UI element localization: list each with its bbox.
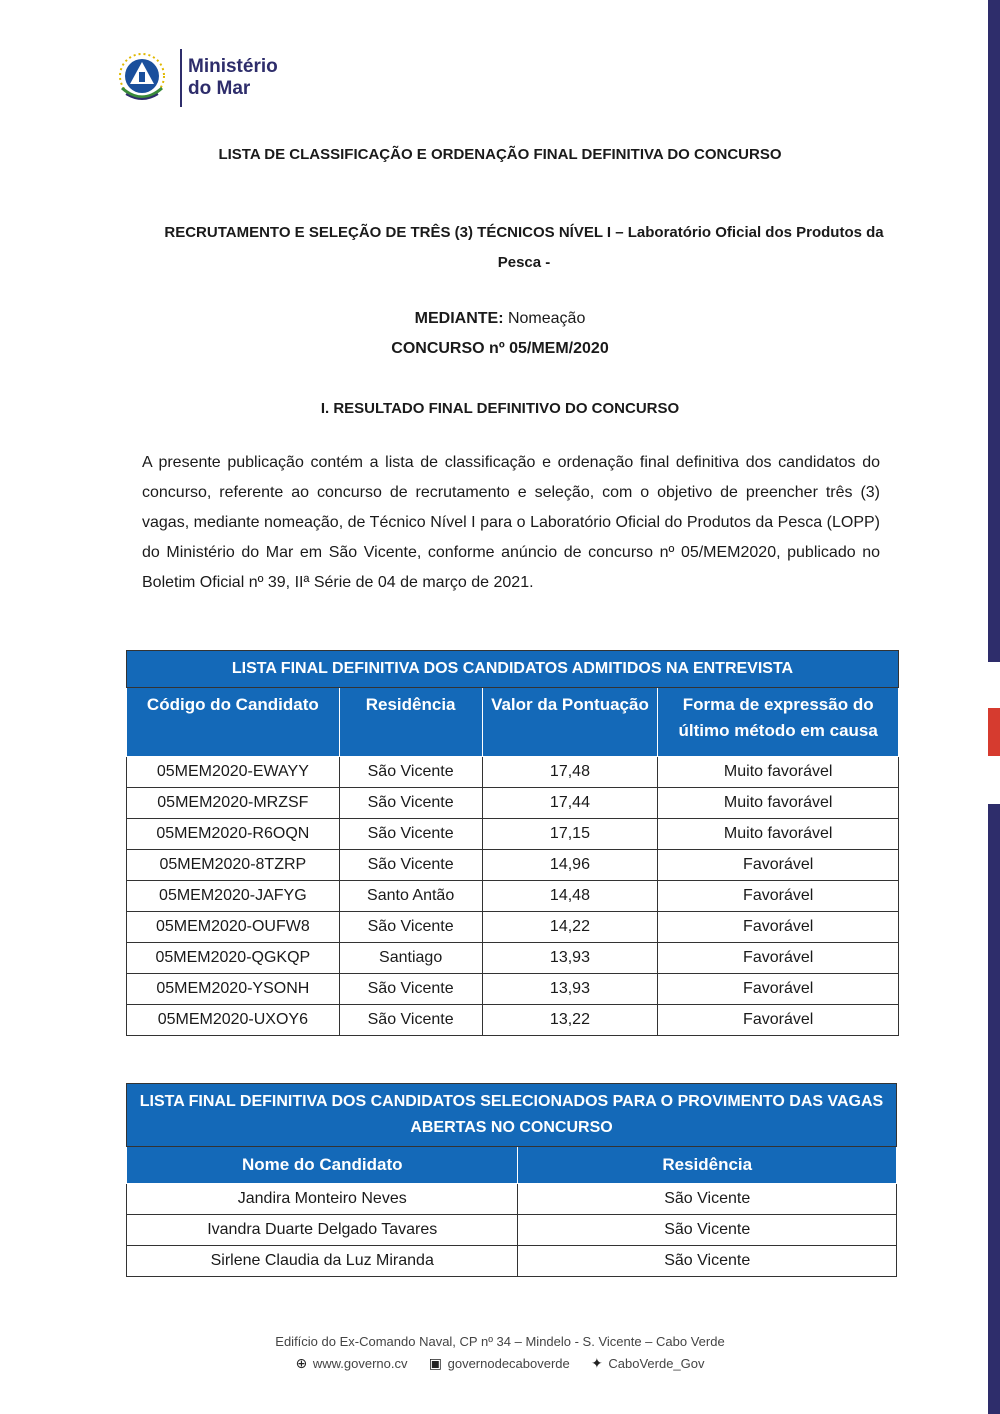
table2-col-residence: Residência (518, 1147, 897, 1184)
admitted-row-cell: Favorável (658, 943, 899, 974)
table2-title: LISTA FINAL DEFINITIVA DOS CANDIDATOS SELECIONADOS PARA O PROVIMENTO DAS VAGAS ABERTAS NO CONCURSO (127, 1084, 897, 1147)
admitted-row-cell: 13,22 (482, 1005, 658, 1036)
admitted-row-cell: 05MEM2020-8TZRP (127, 850, 340, 881)
ministry-name (188, 56, 278, 100)
admitted-row-cell: 17,44 (482, 788, 658, 819)
logo-line1: Ministério (188, 56, 278, 77)
intro-paragraph: A presente publicação contém a lista de classificação e ordenação final definitiva dos candidatos do concurso, referente ao concurso de recrutamento e seleção, com o objetivo de preencher três (3) vagas, mediante nomeação, de Técnico Nível I para o Laboratório Oficial do Produtos da Pesca (LOPP) do Ministério do Mar em São Vicente, conforme anúncio de concurso nº 05/MEM2020, publicado no Boletim Oficial nº 39, IIª Série de 04 de março de 2021. (142, 454, 880, 591)
side-bar-navy-bottom (988, 804, 1000, 1414)
admitted-row-cell: Favorável (658, 974, 899, 1005)
admitted-row-cell: Muito favorável (658, 819, 899, 850)
admitted-row-cell: 05MEM2020-UXOY6 (127, 1005, 340, 1036)
main-title: LISTA DE CLASSIFICAÇÃO E ORDENAÇÃO FINAL DEFINITIVA DO CONCURSO (218, 146, 782, 163)
logo-line2: do Mar (188, 78, 251, 99)
admitted-row-cell: 05MEM2020-QGKQP (127, 943, 340, 974)
admitted-row (127, 1005, 899, 1036)
selected-row-cell: São Vicente (518, 1246, 897, 1277)
facebook-icon: ▣ (428, 1355, 442, 1371)
admitted-row-cell: 05MEM2020-EWAYY (127, 757, 340, 788)
section-title: I. RESULTADO FINAL DEFINITIVO DO CONCURSO (320, 400, 680, 417)
admitted-row-cell: São Vicente (339, 850, 482, 881)
table1-body (127, 757, 899, 1036)
subtitle: RECRUTAMENTO E SELEÇÃO DE TRÊS (3) TÉCNICOS NÍVEL I – Laboratório Oficial dos Produtos da Pesca - (164, 224, 884, 271)
mediante-line (0, 310, 1000, 328)
footer-links (0, 1355, 1000, 1372)
admitted-row-cell: Muito favorável (658, 757, 899, 788)
globe-icon: ⊕ (295, 1355, 308, 1371)
coat-of-arms-icon (112, 48, 172, 108)
selected-row-cell: São Vicente (518, 1215, 897, 1246)
admitted-row (127, 974, 899, 1005)
concurso-number: CONCURSO nº 05/MEM/2020 (391, 340, 609, 357)
table1-col-residence: Residência (339, 688, 482, 757)
mediante-value: Nomeação (503, 310, 586, 327)
selected-row-cell: Sirlene Claudia da Luz Miranda (127, 1246, 518, 1277)
side-bar-red (988, 708, 1000, 756)
ministry-logo (112, 48, 278, 108)
selected-row-cell: Ivandra Duarte Delgado Tavares (127, 1215, 518, 1246)
admitted-row-cell: Favorável (658, 881, 899, 912)
selected-row (127, 1215, 897, 1246)
admitted-row-cell: 05MEM2020-R6OQN (127, 819, 340, 850)
table1-col-score: Valor da Pontuação (482, 688, 658, 757)
admitted-row-cell: São Vicente (339, 788, 482, 819)
admitted-row (127, 788, 899, 819)
selected-row-cell: São Vicente (518, 1184, 897, 1215)
footer-facebook[interactable]: governodecaboverde (447, 1356, 570, 1371)
mediante-label: MEDIANTE: (414, 310, 504, 327)
side-bar-navy-top (988, 0, 1000, 662)
admitted-row-cell: São Vicente (339, 1005, 482, 1036)
admitted-row-cell: 13,93 (482, 974, 658, 1005)
admitted-row-cell: 14,96 (482, 850, 658, 881)
admitted-row-cell: São Vicente (339, 912, 482, 943)
admitted-row-cell: São Vicente (339, 819, 482, 850)
selected-row-cell: Jandira Monteiro Neves (127, 1184, 518, 1215)
admitted-row-cell: 13,93 (482, 943, 658, 974)
selected-candidates-table (126, 1083, 897, 1277)
selected-row (127, 1246, 897, 1277)
table2-body (127, 1184, 897, 1277)
admitted-candidates-table (126, 650, 899, 1036)
admitted-row-cell: Favorável (658, 850, 899, 881)
admitted-row-cell: 14,48 (482, 881, 658, 912)
admitted-row-cell: Santo Antão (339, 881, 482, 912)
admitted-row-cell: 05MEM2020-OUFW8 (127, 912, 340, 943)
logo-divider (180, 49, 182, 107)
footer-website[interactable]: www.governo.cv (312, 1356, 408, 1371)
admitted-row (127, 881, 899, 912)
admitted-row-cell: 17,15 (482, 819, 658, 850)
admitted-row-cell: 17,48 (482, 757, 658, 788)
admitted-row-cell: Favorável (658, 1005, 899, 1036)
admitted-row-cell: Muito favorável (658, 788, 899, 819)
admitted-row-cell: 14,22 (482, 912, 658, 943)
selected-row (127, 1184, 897, 1215)
admitted-row (127, 943, 899, 974)
admitted-row-cell: São Vicente (339, 757, 482, 788)
admitted-row (127, 819, 899, 850)
admitted-row-cell: 05MEM2020-YSONH (127, 974, 340, 1005)
twitter-icon: ✦ (591, 1355, 603, 1371)
admitted-row-cell: 05MEM2020-JAFYG (127, 881, 340, 912)
admitted-row (127, 912, 899, 943)
footer-twitter[interactable]: CaboVerde_Gov (608, 1356, 705, 1371)
admitted-row-cell: 05MEM2020-MRZSF (127, 788, 340, 819)
admitted-row-cell: Santiago (339, 943, 482, 974)
table1-col-code: Código do Candidato (127, 688, 340, 757)
table1-col-expression: Forma de expressão do último método em causa (658, 688, 899, 757)
footer-address: Edifício do Ex-Comando Naval, CP nº 34 – Mindelo - S. Vicente – Cabo Verde (275, 1334, 725, 1349)
table1-title: LISTA FINAL DEFINITIVA DOS CANDIDATOS ADMITIDOS NA ENTREVISTA (127, 651, 899, 688)
admitted-row-cell: Favorável (658, 912, 899, 943)
table2-col-name: Nome do Candidato (127, 1147, 518, 1184)
admitted-row (127, 850, 899, 881)
admitted-row-cell: São Vicente (339, 974, 482, 1005)
admitted-row (127, 757, 899, 788)
